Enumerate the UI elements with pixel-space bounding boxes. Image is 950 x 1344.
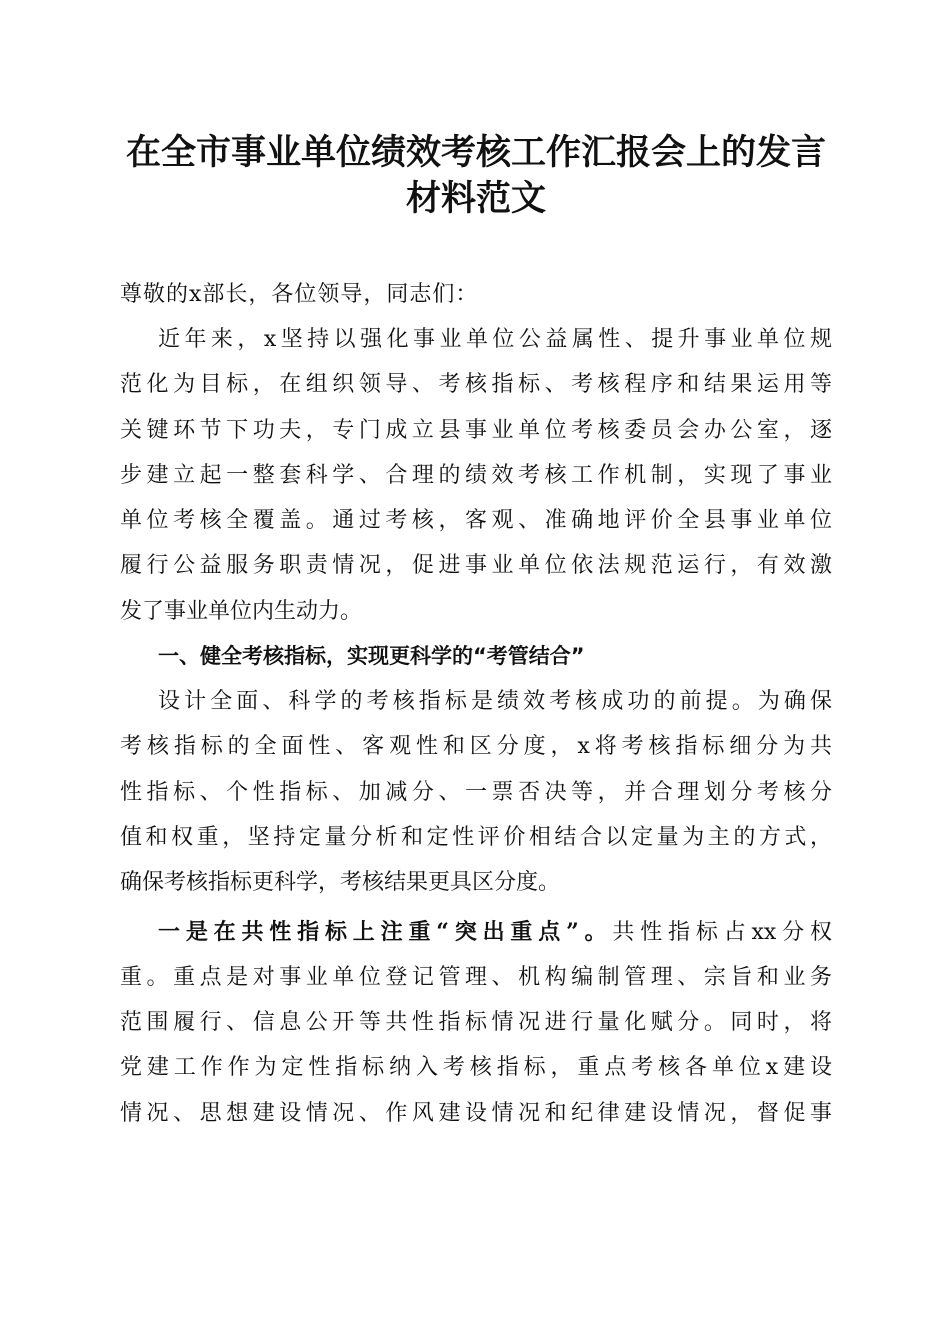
paragraph-line: 重。重点是对事业单位登记管理、机构编制管理、宗旨和业务 [120,964,832,990]
title-line-2: 材料范文 [405,178,546,219]
paragraph-common-indicators [120,910,832,1136]
paragraph-line: 步建立起一整套科学、合理的绩效考核工作机制，实现了事业 [120,462,832,488]
paragraph-line: 性指标、个性指标、加减分、一票否决等，并合理划分考核分 [120,779,832,805]
paragraph-line: 考核指标的全面性、客观性和区分度，x将考核指标细分为共 [120,734,832,760]
paragraph-line: 发了事业单位内生动力。 [120,598,363,624]
paragraph-line: 近年来，x坚持以强化事业单位公益属性、提升事业单位规 [158,327,832,352]
section-heading-1: 一、健全考核指标，实现更科学的“考管结合” [158,644,585,669]
document-page [120,130,832,1136]
document-title [120,130,832,222]
paragraph-intro [120,317,832,634]
paragraph-lead-rest: 共性指标占xx分权 [612,919,832,945]
paragraph-line: 值和权重，坚持定量分析和定性评价相结合以定量为主的方式， [120,824,832,850]
paragraph-indicators [120,679,832,905]
subheading-lead: 一是在共性指标上注重“突出重点”。 [158,918,613,945]
paragraph-line [120,910,832,955]
paragraph-line: 确保考核指标更科学，考核结果更具区分度。 [120,870,561,896]
paragraph-line: 单位考核全覆盖。通过考核，客观、准确地评价全县事业单位 [120,508,832,534]
title-line-1: 在全市事业单位绩效考核工作汇报会上的发言 [125,132,826,173]
paragraph-line: 情况、思想建设情况、作风建设情况和纪律建设情况，督促事 [120,1100,832,1126]
paragraph-line: 范化为目标，在组织领导、考核指标、考核程序和结果运用等 [120,372,832,398]
paragraph-line: 党建工作作为定性指标纳入考核指标，重点考核各单位x建设 [120,1055,832,1081]
paragraph-line: 履行公益服务职责情况，促进事业单位依法规范运行，有效激 [120,553,832,579]
salutation: 尊敬的x部长，各位领导，同志们： [120,282,479,307]
paragraph-line: 设计全面、科学的考核指标是绩效考核成功的前提。为确保 [158,689,832,715]
paragraph-line: 范围履行、信息公开等共性指标情况进行量化赋分。同时，将 [120,1010,832,1036]
paragraph-line: 关键环节下功夫，专门成立县事业单位考核委员会办公室，逐 [120,417,832,443]
